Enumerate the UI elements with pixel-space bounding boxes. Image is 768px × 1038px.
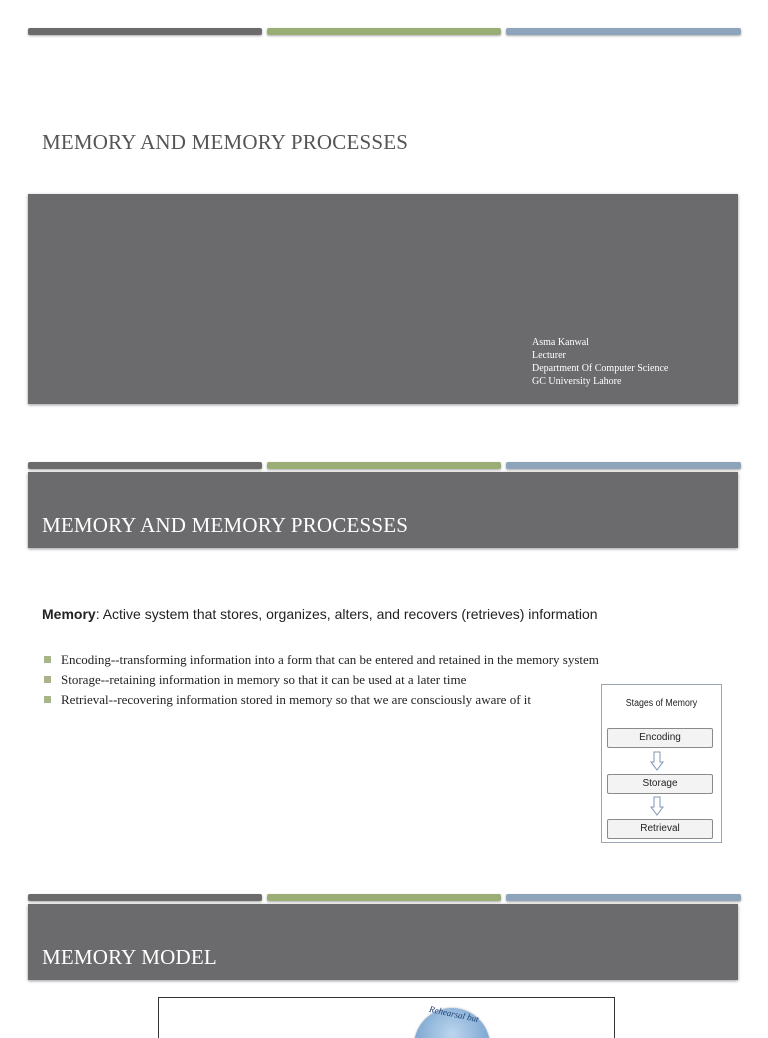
down-arrow-icon [650,796,664,816]
slide1-accent-bars [28,28,741,37]
accent-bar-blue [506,894,741,901]
accent-bar-green [267,894,501,901]
stage-encoding: Encoding [607,728,713,748]
accent-bar-green [267,462,501,469]
stages-of-memory-diagram [601,684,722,843]
stage-retrieval: Retrieval [607,819,713,839]
accent-bar-blue [506,462,741,469]
diagram-title: Stages of Memory [625,698,698,709]
accent-bar-green [267,28,501,35]
slide3-title: MEMORY MODEL [42,945,217,969]
definition-text: : Active system that stores, organizes, alters, and recovers (retrieves) information [95,606,598,622]
slide2-accent-bars [28,462,741,471]
accent-bar-gray [28,462,262,469]
author-institution: GC University Lahore [532,376,622,387]
author-department: Department Of Computer Science [532,363,669,374]
author-role: Lecturer [532,350,566,361]
list-item: Storage--retaining information in memory so that it can be used at a later time [44,673,599,687]
memory-model-image [158,997,615,1038]
stage-storage: Storage [607,774,713,794]
slide3-accent-bars [28,894,741,903]
bullet-marker [44,676,51,683]
rehearsal-label: Rehearsal but [428,1003,480,1025]
memory-process-list [44,653,599,713]
author-name: Asma Kanwal [532,337,589,348]
accent-bar-gray [28,28,262,35]
accent-bar-gray [28,894,262,901]
bullet-marker [44,656,51,663]
definition-term: Memory [42,606,96,622]
accent-bar-blue [506,28,741,35]
slide1-title: MEMORY AND MEMORY PROCESSES [42,130,409,154]
down-arrow-icon [650,751,664,771]
list-item: Retrieval--recovering information stored in memory so that we are consciously aware of it [44,693,599,707]
author-block [532,336,668,388]
slide2-title: MEMORY AND MEMORY PROCESSES [42,513,409,537]
memory-definition [42,606,598,622]
bullet-marker [44,696,51,703]
list-item: Encoding--transforming information into a form that can be entered and retained in the memory system [44,653,599,667]
